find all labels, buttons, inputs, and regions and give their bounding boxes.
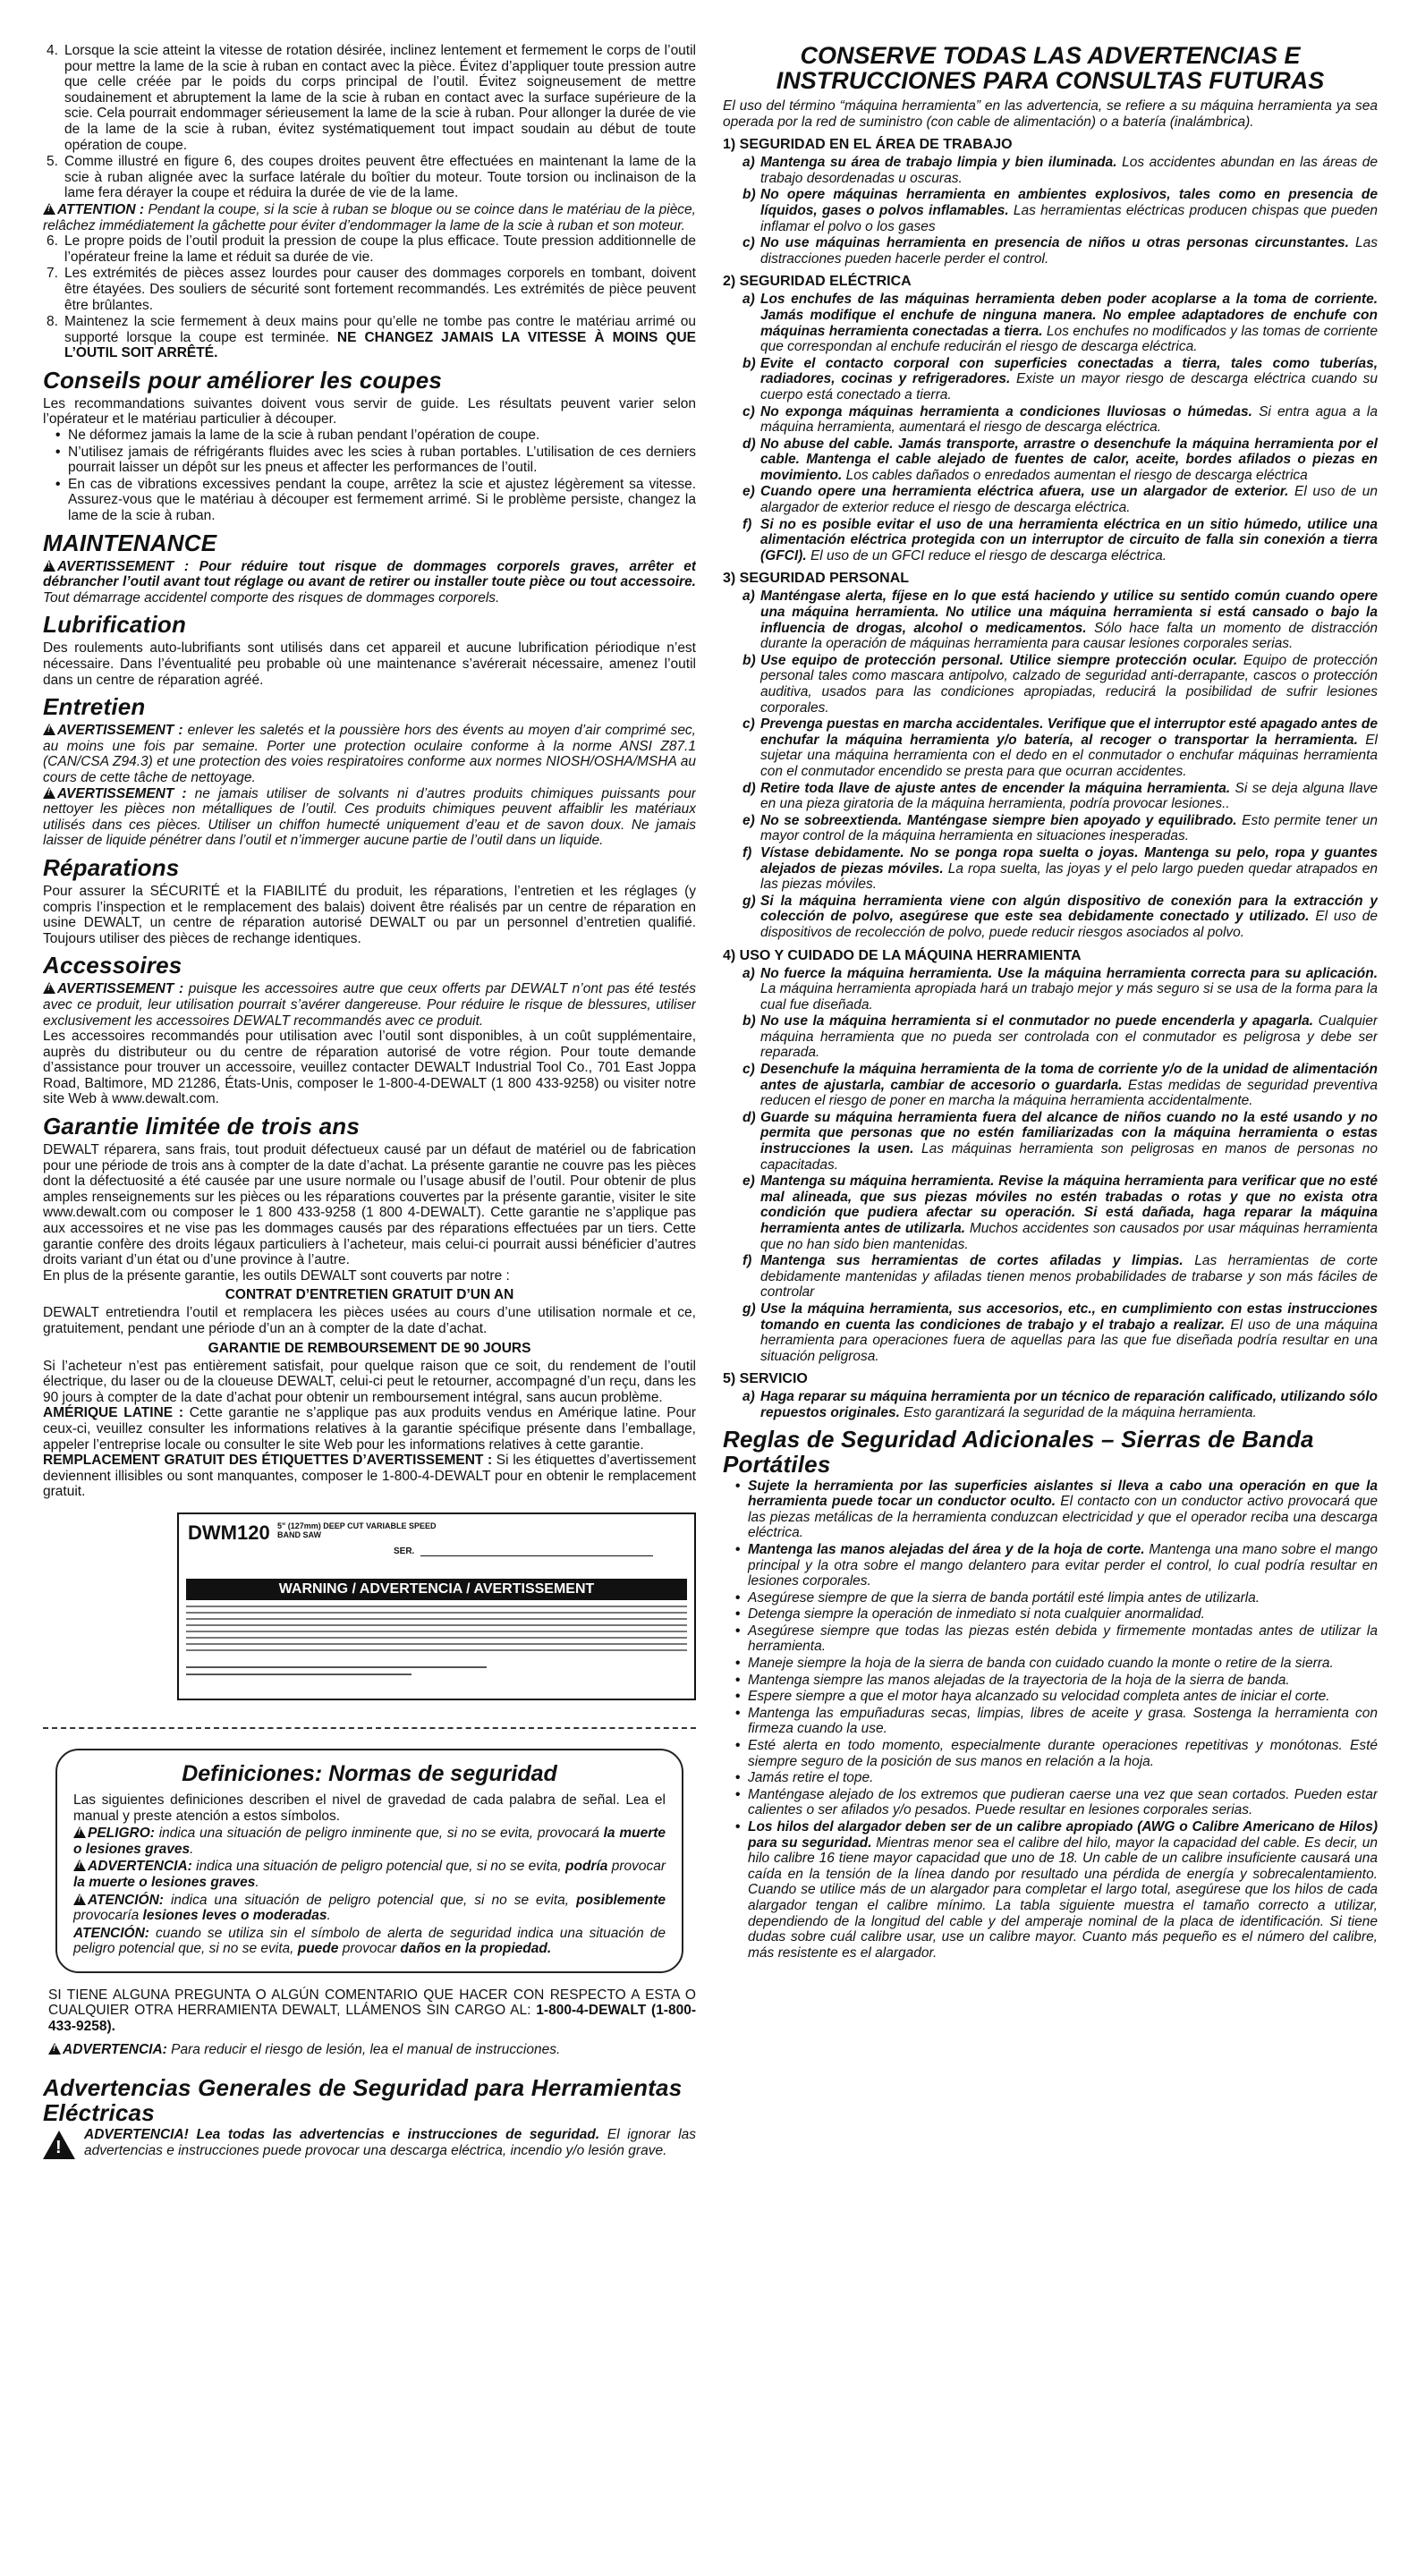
- maintenance-warning: !AVERTISSEMENT : Pour réduire tout risque de dommages corporels graves, arrêter et débrancher l’outil avant tout réglage ou avant de retirer ou installer toute pièce ou tout accessoire. Tout démarrage accidentel comporte des risques de dommages corporels.: [43, 559, 696, 606]
- warning-triangle-icon: [48, 2043, 61, 2055]
- label-model: DWM120: [188, 1521, 270, 1544]
- section-1: [723, 137, 1378, 267]
- list-item: b) No use la máquina herramienta si el conmutador no puede encenderla y apagarla. Cualquier máquina herramienta que no pueda ser controlada con el conmutador es peligrosa y debe ser reparada.: [742, 1013, 1378, 1061]
- remboursement-text: Si l’acheteur n’est pas entièrement satisfait, pour quelque raison que ce soit, du rendement de l’outil électrique, du laser ou de la cloueuse DEWALT, celui-ci peut le retourner, accompagné d’un reçu, dans les 90 jours à compter de la date d’achat pour obtenir un remboursement intégral, sans aucun problème.: [43, 1358, 696, 1405]
- label-serial: SER.: [394, 1546, 415, 1556]
- accessoires-warning: !AVERTISSEMENT : puisque les accessoires autre que ceux offerts par DEWALT n’ont pas été testés avec ce produit, leur utilisation pourrait s’avérer dangereuse. Pour réduire le risque de blessures, utiliser exclusivement les accessoires DEWALT recommandés avec ce produit.: [43, 981, 696, 1029]
- list-item: • Asegúrese siempre de que la sierra de banda portátil esté limpia antes de utilizarla.: [723, 1590, 1378, 1606]
- left-column: [43, 43, 696, 2547]
- list-item: f) Si no es posible evitar el uso de una herramienta eléctrica en un sitio húmedo, utilice una alimentación eléctrica protegida con un interruptor de circuito de falla sin conexión a tierra (GFCI). El uso de un GFCI reduce el riesgo de descarga eléctrica.: [742, 516, 1378, 564]
- warning-triangle-icon: [43, 203, 55, 215]
- right-intro: El uso del término “máquina herramienta” en las advertencia, se refiere a su máquina herramienta ya sea operada por la red de suministro (con cable de alimentación) o a batería (inalámbrica).: [723, 98, 1378, 130]
- list-item: • Los hilos del alargador deben ser de un calibre apropiado (AWG o Calibre Americano de Hilos) para su seguridad. Mientras menor sea el calibre del hilo, mayor la capacidad del cable. Es decir, un hilo calibre 16 tiene mayor capacidad que uno de 18. Un cable de un calibre insuficiente causará una caída en la tensión de la línea dando por resultado una pérdida de energía y sobrecalentamiento. Cuando se utilice más de un alargador para completar el largo total, asegúrese que los hilos de cada alargador tengan el calibre mínimo. La tabla siguiente muestra el tamaño correcto a utilizar, dependiendo de la longitud del cable y del amperaje nominal de la placa de identificación. Si tiene dudas sobre cuál calibre usar, use un calibre mayor. Cuanto más pequeño es el número del calibre, más resistente es el alargador.: [723, 1819, 1378, 1961]
- section-4: [723, 948, 1378, 1365]
- section-heading: 4) USO Y CUIDADO DE LA MÁQUINA HERRAMIENTA: [723, 947, 1082, 963]
- list-item: b) Evite el contacto corporal con superficies conectadas a tierra, tales como tuberías, radiadores, cocinas y refrigeradores. Existe un mayor riesgo de descarga eléctrica cuando su cuerpo está conectado a tierra.: [742, 355, 1378, 402]
- step-item: 6. Le propre poids de l’outil produit la pression de coupe la plus efficace. Toute pression additionnelle de l’opérateur freine la lame et réduit sa durée de vie.: [47, 233, 696, 265]
- list-item: e) Cuando opere una herramienta eléctrica afuera, use un alargador de exterior. El uso de un alargador de exterior reduce el riesgo de descarga eléctrica.: [742, 484, 1378, 516]
- definitions-heading: Definiciones: Normas de seguridad: [182, 1760, 557, 1786]
- label-fine-print: [186, 1606, 687, 1659]
- garantie-text-2: En plus de la présente garantie, les outils DEWALT sont couverts par notre :: [43, 1267, 510, 1284]
- section-2: [723, 274, 1378, 564]
- list-item: f) Vístase debidamente. No se ponga ropa suelta o joyas. Mantenga su pelo, ropa y guantes alejados de piezas móviles. La ropa suelta, las joyas y el pelo largo pueden quedar atrapados en las piezas móviles.: [742, 844, 1378, 893]
- accessoires-text: Les accessoires recommandés pour utilisation avec l’outil sont disponibles, à un coût supplémentaire, auprès du distributeur ou du centre de réparation autorisé de votre région. Pour toute demande d’assistance pour trouver un accessoire, veuillez contacter DEWALT Industrial Tool Co., 701 East Joppa Road, Baltimore, MD 21286, États-Unis, composer le 1-800-4-DEWALT (1 800 433-9258) ou visiter notre site Web à www.dewalt.com.: [43, 1029, 696, 1107]
- generales-warning: ! ADVERTENCIA! Lea todas las advertencias e instrucciones de seguridad. El ignorar las advertencias e instrucciones puede provocar una descarga eléctrica, incendio y/o lesión grave.: [43, 2127, 696, 2158]
- label-footer-print: [186, 1666, 687, 1688]
- accessoires-heading: Accessoires: [43, 952, 182, 979]
- section-3: [723, 571, 1378, 940]
- def-advertencia: !ADVERTENCIA: indica una situación de peligro potencial que, si no se evita, podría provocar la muerte o lesiones graves.: [73, 1859, 666, 1890]
- warning-triangle-icon: [43, 787, 55, 799]
- list-item: • Esté alerta en todo momento, especialmente durante operaciones repetitivas y monótonas. Esté siempre seguro de la posición de sus manos en relación a la hoja.: [723, 1738, 1378, 1769]
- list-item: • Mantenga las manos alejadas del área y de la hoja de corte. Mantenga una mano sobre el mango principal y la otra sobre el mango delantero para evitar perder el control, lo cual podría resultar en lesiones corporales.: [723, 1542, 1378, 1589]
- right-column: [723, 43, 1378, 2547]
- remboursement-heading: GARANTIE DE REMBOURSEMENT DE 90 JOURS: [208, 1340, 531, 1356]
- list-item: d) Guarde su máquina herramienta fuera del alcance de niños cuando no la esté usando y no permita que personas que no estén familiarizadas con la máquina herramienta o estas instrucciones la usen. Las máquinas herramienta son peligrosas en manos de personas no capacitadas.: [742, 1109, 1378, 1173]
- warning-triangle-icon: [43, 982, 55, 994]
- step-item: 7. Les extrémités de pièces assez lourdes pour causer des dommages corporels en tombant, doivent être étayées. Des souliers de sécurité sont fortement recommandés. Les extrémités de pièce peuvent être brûlantes.: [47, 266, 696, 313]
- reglas-heading: Reglas de Seguridad Adicionales – Sierras de Banda Portátiles: [723, 1425, 1314, 1478]
- warning-triangle-icon: [43, 724, 55, 735]
- list-item: • Jamás retire el tope.: [723, 1770, 1378, 1786]
- reparations-heading: Réparations: [43, 853, 180, 881]
- list-item: a) Manténgase alerta, fíjese en lo que está haciendo y utilice su sentido común cuando opere una máquina herramienta. No utilice una máquina herramienta si está cansado o bajo la influencia de drogas, alcohol o medicamentos. Sólo hace falta un momento de distracción durante la operación de máquinas herramienta para causar lesiones corporales serias.: [742, 589, 1378, 652]
- steps-list-2: [43, 233, 696, 361]
- list-item: c) Prevenga puestas en marcha accidentales. Verifique que el interruptor esté apagado antes de enchufar la máquina herramienta y/o batería, al recoger o transportar la herramienta. El sujetar una máquina herramienta con el dedo en el conmutador o enchufar máquinas herramienta con el conmutador encendido se presta para que ocurran accidentes.: [742, 716, 1378, 779]
- warning-label-image: [177, 1513, 696, 1700]
- conseils-heading: Conseils pour améliorer les coupes: [43, 366, 443, 394]
- warning-triangle-icon: [43, 560, 55, 572]
- list-item: • Sujete la herramienta por las superficies aislantes si lleva a cabo una operación en que la herramienta puede tocar un conductor oculto. El contacto con un conductor activo provocará que las piezas metálicas de la herramienta conduzcan electricidad y que el operador reciba una descarga eléctrica.: [723, 1479, 1378, 1541]
- maintenance-heading: MAINTENANCE: [43, 529, 217, 556]
- label-warning-bar: WARNING / ADVERTENCIA / AVERTISSEMENT: [186, 1579, 687, 1600]
- entretien-heading: Entretien: [43, 693, 146, 721]
- label-subtitle: 5" (127mm) DEEP CUT VARIABLE SPEED BAND SAW: [277, 1521, 437, 1539]
- definitions-box: [55, 1749, 683, 1973]
- list-item: • Manténgase alejado de los extremos que pudieran caerse una vez que sean cortados. Pueden estar calientes o ser afilados y/o pesados. Puede resultar en lesiones corporales serias.: [723, 1787, 1378, 1818]
- section-heading: 2) SEGURIDAD ELÉCTRICA: [723, 274, 912, 290]
- section-items: [742, 966, 1378, 1365]
- step-item: 4. Lorsque la scie atteint la vitesse de rotation désirée, inclinez lentement et fermement le corps de l’outil pour mettre la lame de la scie à ruban en contact avec la pièce. Évitez d’appliquer toute pression autre que celle créée par le poids du corps principal de l’outil. Évitez soigneusement de mettre soudainement et abruptement la lame de la scie à ruban en contact avec la surface supérieure de la scie. Cela pourrait endommager sérieusement la lame de la scie à ruban. Pour allonger la durée de vie de la lame de la scie à ruban, évitez systématiquement tout impact soudain au début de toute opération de coupe.: [47, 43, 696, 153]
- list-item: • En cas de vibrations excessives pendant la coupe, arrêtez la scie et ajustez légèrement sa vitesse. Assurez-vous que le matériau à découper est fermement arrimé. Si le problème persiste, changez la lame de la scie à ruban.: [43, 477, 696, 524]
- list-item: a) Mantenga su área de trabajo limpia y bien iluminada. Los accidentes abundan en las áreas de trabajo desordenadas u oscuras.: [742, 155, 1378, 186]
- def-atencion-1: !ATENCIÓN: indica una situación de peligro potencial que, si no se evita, posiblemente provocaría lesiones leves o moderadas.: [73, 1893, 666, 1924]
- warning-triangle-icon: [73, 1860, 86, 1871]
- label-serial-line: [420, 1555, 653, 1556]
- list-item: a) No fuerce la máquina herramienta. Use la máquina herramienta correcta para su aplicación. La máquina herramienta apropiada hará un trabajo mejor y más seguro si se usa de la forma para la cual fue diseñada.: [742, 965, 1378, 1013]
- section-heading: 5) SERVICIO: [723, 1371, 808, 1387]
- entretien-warning-2: !AVERTISSEMENT : ne jamais utiliser de solvants ni d’autres produits chimiques puissants pour nettoyer les pièces non métalliques de l’outil. Ces produits chimiques peuvent affaiblir les matériaux utilisés dans ces pièces. Utiliser un chiffon humecté uniquement d’eau et de savon doux. Ne jamais laisser de liquide pénétrer dans l’outil et n’immerger aucune partie de l’outil dans un liquide.: [43, 786, 696, 849]
- list-item: • Maneje siempre la hoja de la sierra de banda con cuidado cuando la monte o retire de la sierra.: [723, 1656, 1378, 1672]
- def-atencion-2: ATENCIÓN: cuando se utiliza sin el símbolo de alerta de seguridad indica una situación de peligro potencial que, si no se evita, puede provocar daños en la propiedad.: [73, 1925, 666, 1957]
- contrat-text: DEWALT entretiendra l’outil et remplacera les pièces usées au cours d’une utilisation normale et ce, gratuitement, pendant une période d’un an à compter de la date d’achat.: [43, 1305, 696, 1336]
- section-items: [742, 1389, 1378, 1420]
- lubrification-text: Des roulements auto-lubrifiants sont utilisés dans cet appareil et aucune lubrification périodique n’est nécessaire. Dans l’éventualité peu probable où une maintenance s’avérerait nécessaire, amenez l’outil dans un centre de réparation agréé.: [43, 640, 696, 688]
- list-item: b) No opere máquinas herramienta en ambientes explosivos, tales como en presencia de líquidos, gases o polvos inflamables. Las herramientas eléctricas producen chispas que pueden inflamar el polvo o los gases: [742, 187, 1378, 234]
- conserve-heading: CONSERVE TODAS LAS ADVERTENCIAS E INSTRUCCIONES PARA CONSULTAS FUTURAS: [776, 43, 1325, 94]
- dashed-divider: [43, 1727, 696, 1729]
- definitions-intro: Las siguientes definiciones describen el nivel de gravedad de cada palabra de señal. Lea el manual y preste atención a estos símbolos.: [73, 1792, 666, 1824]
- section-heading: 3) SEGURIDAD PERSONAL: [723, 571, 910, 587]
- list-item: b) Use equipo de protección personal. Utilice siempre protección ocular. Equipo de protección personal tales como mascara antipolvo, calzado de seguridad anti-derrapante, cascos o protección auditiva, usados para las condiciones apropiadas, reducirá la posibilidad de sufrir lesiones corporales.: [742, 652, 1378, 716]
- list-item: • Asegúrese siempre que todas las piezas estén debida y firmemente montadas antes de utilizar la herramienta.: [723, 1623, 1378, 1655]
- warning-triangle-icon: [73, 1894, 86, 1905]
- list-item: • Ne déformez jamais la lame de la scie à ruban pendant l’opération de coupe.: [43, 428, 696, 444]
- entretien-warning-1: !AVERTISSEMENT : enlever les saletés et la poussière hors des évents au moyen d’air comprimé sec, au moins une fois par semaine. Porter une protection oculaire conforme à la norme ANSI Z87.1 (CAN/CSA Z94.3) et une protection des voies respiratoires conforme aux normes NIOSH/OSHA/MSHA au cours de cette tâche de nettoyage.: [43, 723, 696, 785]
- list-item: • Mantenga siempre las manos alejadas de la trayectoria de la hoja de la sierra de banda.: [723, 1673, 1378, 1689]
- def-peligro: !PELIGRO: indica una situación de peligro inminente que, si no se evita, provocará la muerte o lesiones graves.: [73, 1826, 666, 1857]
- remplacement-text: REMPLACEMENT GRATUIT DES ÉTIQUETTES D’AVERTISSEMENT : Si les étiquettes d’avertissement deviennent illisibles ou sont manquantes, composer le 1-800-4-DEWALT pour en obtenir le remplacement gratuit.: [43, 1453, 696, 1500]
- conseils-intro: Les recommandations suivantes doivent vous servir de guide. Les résultats peuvent varier selon l’opérateur et le matériau particulier à découper.: [43, 395, 696, 428]
- section-items: [742, 589, 1378, 940]
- attention-note: !ATTENTION : Pendant la coupe, si la scie à ruban se bloque ou se coince dans le matériau de la pièce, relâchez immédiatement la gâchette pour éviter d’endommager la lame de la scie à ruban et son moteur.: [43, 202, 696, 233]
- list-item: a) Haga reparar su máquina herramienta por un técnico de reparación calificado, utilizando sólo repuestos originales. Esto garantizará la seguridad de la máquina herramienta.: [742, 1389, 1378, 1420]
- list-item: a) Los enchufes de las máquinas herramienta deben poder acoplarse a la toma de corriente. Jamás modifique el enchufe de ninguna manera. No emplee adaptadores de enchufe con máquinas herramienta conectadas a tierra. Los enchufes no modificados y las tomas de corriente que correspondan al enchufe reducirán el riesgo de descarga eléctrica.: [742, 292, 1378, 355]
- list-item: • Detenga siempre la operación de inmediato si nota cualquier anormalidad.: [723, 1606, 1378, 1623]
- list-item: d) Retire toda llave de ajuste antes de encender la máquina herramienta. Si se deja alguna llave en una pieza giratoria de la máquina herramienta, podría provocar lesiones..: [742, 780, 1378, 812]
- list-item: g) Use la máquina herramienta, sus accesorios, etc., en cumplimiento con estas instrucciones tomando en cuenta las condiciones de trabajo y el trabajo a realizar. El uso de una máquina herramienta para operaciones fuera de aquellas para las que fue diseñada podría resultar en una situación peligrosa.: [742, 1301, 1378, 1364]
- conseils-list: [43, 428, 696, 524]
- adv-manual-note: !ADVERTENCIA: Para reducir el riesgo de lesión, lea el manual de instrucciones.: [48, 2042, 696, 2058]
- contact-text: SI TIENE ALGUNA PREGUNTA O ALGÚN COMENTARIO QUE HACER CON RESPECTO A ESTA O CUALQUIER OTRA HERRAMIENTA DEWALT, LLÁMENOS SIN CARGO AL: 1-800-4-DEWALT (1-800-433-9258).: [48, 1987, 696, 2035]
- list-item: e) No se sobreextienda. Manténgase siempre bien apoyado y equilibrado. Esto permite tener un mayor control de la máquina herramienta en situaciones inesperadas.: [742, 812, 1378, 844]
- contrat-heading: CONTRAT D’ENTRETIEN GRATUIT D’UN AN: [225, 1287, 514, 1303]
- steps-list: [43, 43, 696, 201]
- list-item: g) Si la máquina herramienta viene con algún dispositivo de conexión para la extracción y colección de polvo, asegúrese que este sea debidamente conectado y utilizado. El uso de dispositivos de recolección de polvo, puede reducir riesgos asociados al polvo.: [742, 893, 1378, 940]
- warning-triangle-icon: [73, 1826, 86, 1838]
- reparations-text: Pour assurer la SÉCURITÉ et la FIABILITÉ du produit, les réparations, l’entretien et les réglages (y compris l’inspection et le remplacement des balais) doivent être réalisés par un centre de réparation en usine DEWALT, un centre de réparation autorisé DEWALT ou par un personnel d’entretien qualifié. Toujours utiliser des pièces de rechange identiques.: [43, 883, 696, 946]
- list-item: • N’utilisez jamais de réfrigérants fluides avec les scies à ruban portables. L’utilisation de ces derniers pourrait laisser un dépôt sur les pneus et affecter les performances de l’outil.: [43, 445, 696, 476]
- list-item: c) Desenchufe la máquina herramienta de la toma de corriente y/o de la unidad de alimentación antes de ajustarla, cambiar de accesorio o guardarla. Estas medidas de seguridad preventiva reducen el riesgo de poner en marcha la máquina herramienta accidentalmente.: [742, 1062, 1378, 1109]
- amerique-text: AMÉRIQUE LATINE : Cette garantie ne s’applique pas aux produits vendus en Amérique latine. Pour ceux-ci, veuillez consulter les informations relatives à la garantie spécifique présente dans l’emballage, appeler l’entreprise locale ou consulter le site Web pour les informations relatives à cette garantie.: [43, 1405, 696, 1453]
- section-items: [742, 155, 1378, 267]
- list-item: • Espere siempre a que el motor haya alcanzado su velocidad completa antes de iniciar el corte.: [723, 1689, 1378, 1705]
- warning-triangle-icon: [43, 2131, 75, 2159]
- garantie-heading: Garantie limitée de trois ans: [43, 1113, 361, 1140]
- list-item: • Mantenga las empuñaduras secas, limpias, libres de aceite y grasa. Sostenga la herramienta con firmeza cuando la use.: [723, 1706, 1378, 1737]
- section-5: [723, 1371, 1378, 1420]
- step-item: 8. Maintenez la scie fermement à deux mains pour qu’elle ne tombe pas contre le matériau arrimé ou supporté lorsque la coupe est terminée. NE CHANGEZ JAMAIS LA VITESSE À MOINS QUE L’OUTIL SOIT ARRÊTÉ.: [47, 314, 696, 361]
- list-item: c) No use máquinas herramienta en presencia de niños u otras personas circunstantes. Las distracciones pueden hacerle perder el control.: [742, 235, 1378, 267]
- section-items: [742, 292, 1378, 564]
- garantie-text: DEWALT réparera, sans frais, tout produit défectueux causé par un défaut de matériel ou de fabrication pour une période de trois ans à compter de la date d’achat. La présente garantie ne couvre pas les pièces dont la défectuosité a été causée par une usure normale ou l’usage abusif de l’outil. Pour obtenir de plus amples renseignements sur les pièces ou les réparations couvertes par la présente garantie, visiter le site www.dewalt.com ou composer le 1 800 433-9258 (1 800 4-DEWALT). Cette garantie ne s’applique pas aux accessoires et ne vise pas les dommages causés par des réparations effectuées par un tiers. Cette garantie confère des droits légaux particuliers à l’acheteur, mais celui-ci pourrait aussi bénéficier d’autres droits variant d’un état ou d’une province à l’autre.: [43, 1142, 696, 1268]
- list-item: d) No abuse del cable. Jamás transporte, arrastre o desenchufe la máquina herramienta por el cable. Mantenga el cable alejado de fuentes de calor, aceite, bordes afilados o piezas en movimiento. Los cables dañados o enredados aumentan el riesgo de descarga eléctrica: [742, 436, 1378, 483]
- reglas-list: [723, 1479, 1378, 1962]
- step-item: 5. Comme illustré en figure 6, des coupes droites peuvent être effectuées en maintenant la lame de la scie à ruban alignée avec la surface latérale du boîtier du moteur. Toute torsion ou inclinaison de la lame fera dérayer la coupe et réduira la durée de vie de la lame.: [47, 154, 696, 201]
- list-item: c) No exponga máquinas herramienta a condiciones lluviosas o húmedas. Si entra agua a la máquina herramienta, aumentará el riesgo de descarga eléctrica.: [742, 403, 1378, 436]
- list-item: e) Mantenga su máquina herramienta. Revise la máquina herramienta para verificar que no esté mal alineada, que sus piezas móviles no estén trabadas o rotas y que no exista otra condición que pudiera afectar su operación. Si está dañada, haga reparar la máquina herramienta antes de utilizarla. Muchos accidentes son causados por usar máquinas herramienta que no han sido bien mantenidas.: [742, 1174, 1378, 1252]
- generales-heading: Advertencias Generales de Seguridad para Herramientas Eléctricas: [43, 2074, 683, 2127]
- list-item: f) Mantenga sus herramientas de cortes afiladas y limpias. Las herramientas de corte debidamente mantenidas y afiladas tienen menos probabilidades de trabarse y son más fáciles de controlar: [742, 1253, 1378, 1301]
- section-heading: 1) SEGURIDAD EN EL ÁREA DE TRABAJO: [723, 137, 1013, 153]
- lubrification-heading: Lubrification: [43, 611, 187, 639]
